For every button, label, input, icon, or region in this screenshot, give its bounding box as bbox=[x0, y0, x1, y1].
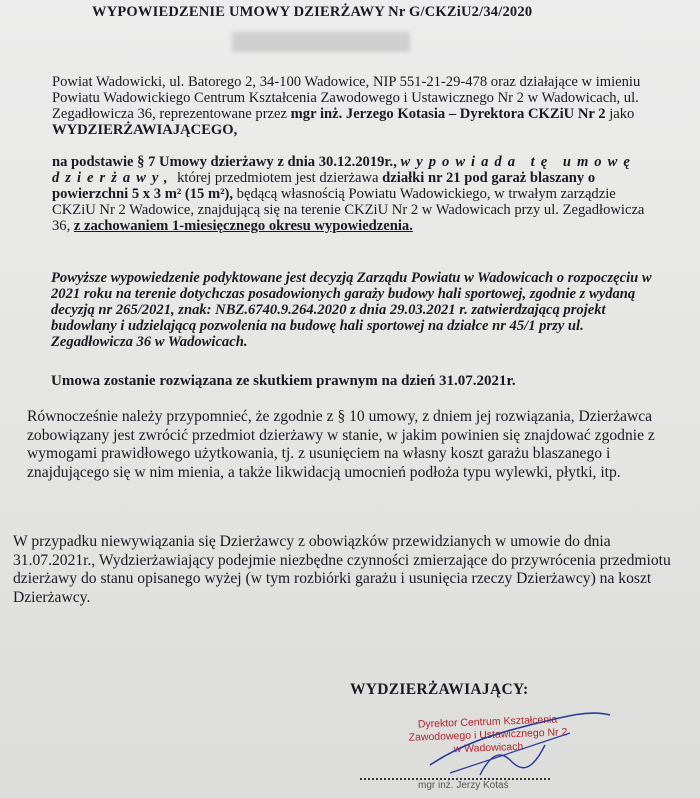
lessor-role: WYDZIERŻAWIAJĄCEGO, bbox=[52, 122, 238, 138]
parties-text: Powiat Wadowicki, ul. Batorego 2, 34-100 Wadowice, NIP 551-21-29-478 oraz działające w imieniu Powiatu Wadowickiego Centrum Kształcenia Zawodowego i Ustawicznego Nr 2 w Wadowicach, ul. Zegadłowicza 36, reprezentowane przez bbox=[52, 74, 641, 122]
termination-statement: wypowiada tę umowę dzierżawy, bbox=[52, 154, 636, 186]
paragraph-termination bbox=[52, 154, 655, 234]
paragraph-parties bbox=[52, 74, 655, 138]
handwritten-signature bbox=[420, 705, 620, 785]
notice-period: z zachowaniem 1-miesięcznego okresu wypowiedzenia. bbox=[73, 218, 413, 234]
plot-description: działki nr 21 pod garaż blaszany o powierzchni 5 x 3 m² (15 m²), bbox=[52, 170, 596, 202]
redacted-area bbox=[232, 32, 410, 52]
basis-connector: z bbox=[273, 154, 288, 170]
paragraph-obligations: Równocześnie należy przypomnieć, że zgodnie z § 10 umowy, z dniem jej rozwiązania, Dzierżawca zobowiązany jest zwrócić przedmiot dzierżawy w stanie, w jakim powinien się znajdować zgodnie z wymogami prawidłowego użytkowania, tj. z usunięciem na własny koszt garażu blaszanego i znajdującego się w nim mienia, a także likwidacją umocnień podłoża typu wylewki, płytki, itp. bbox=[27, 408, 655, 481]
document-title: WYPOWIEDZENIE UMOWY DZIERŻAWY Nr G/CKZiU2/34/2020 bbox=[92, 4, 533, 20]
ownership-text: będącą własnością Powiatu Wadowickiego, w trwałym zarządzie CKZiU Nr 2 Wadowice, znajdującą się na terenie CKZiU Nr 2 w Wadowicach przy ul. Zegadłowicza 36, bbox=[52, 186, 645, 234]
stamp-line-1: Dyrektor Centrum Kształcenia bbox=[417, 713, 558, 731]
paragraph-default: W przypadku niewywiązania się Dzierżawcy z obowiązków przewidzianych w umowie do dnia 31.07.2021r., Wydzierżawiający podejmie niezbędne czynności zmierzające do przywrócenia przedmiotu dzierżawy do stanu opisanego wyżej (w tym rozbiórki garażu i usunięcia rzeczy Dzierżawcy) na koszt Dzierżawcy. bbox=[13, 533, 671, 606]
contract-date: dnia 30.12.2019r., bbox=[287, 154, 397, 170]
signature-title: WYDZIERŻAWIAJĄCY: bbox=[350, 681, 529, 698]
stamp-line-2: Zawodowego i Ustawicznego Nr 2 bbox=[408, 726, 568, 744]
legal-basis: na podstawie § 7 Umowy dzierżawy bbox=[52, 154, 274, 170]
stamp-line-3: w Wadowicach bbox=[453, 740, 524, 756]
representative: mgr inż. Jerzego Kotasia – Dyrektora CKZiU Nr 2 bbox=[290, 106, 606, 122]
subject-intro: której przedmiotem jest dzierżawa bbox=[173, 170, 383, 186]
paragraph-reason: Powyższe wypowiedzenie podyktowane jest decyzją Zarządu Powiatu w Wadowicach o rozpoczęciu w 2021 roku na terenie dotychczas posadowionych garaży budowy hali sportowej, zgodnie z wydaną decyzją nr 265/2021, znak: NBZ.6740.9.264.2020 z dnia 29.03.2021 r. zatwierdzającą projekt budowlany i udzielającą pozwolenia na budowę hali sportowej na działce nr 45/1 przy ul. Zegadłowicza 36 w Wadowicach. bbox=[51, 270, 652, 350]
paragraph-termination-date: Umowa zostanie rozwiązana ze skutkiem prawnym na dzień 31.07.2021r. bbox=[51, 373, 516, 389]
parties-mid: jako bbox=[605, 106, 635, 122]
signatory-name: mgr inż. Jerzy Kotaś bbox=[418, 780, 509, 791]
